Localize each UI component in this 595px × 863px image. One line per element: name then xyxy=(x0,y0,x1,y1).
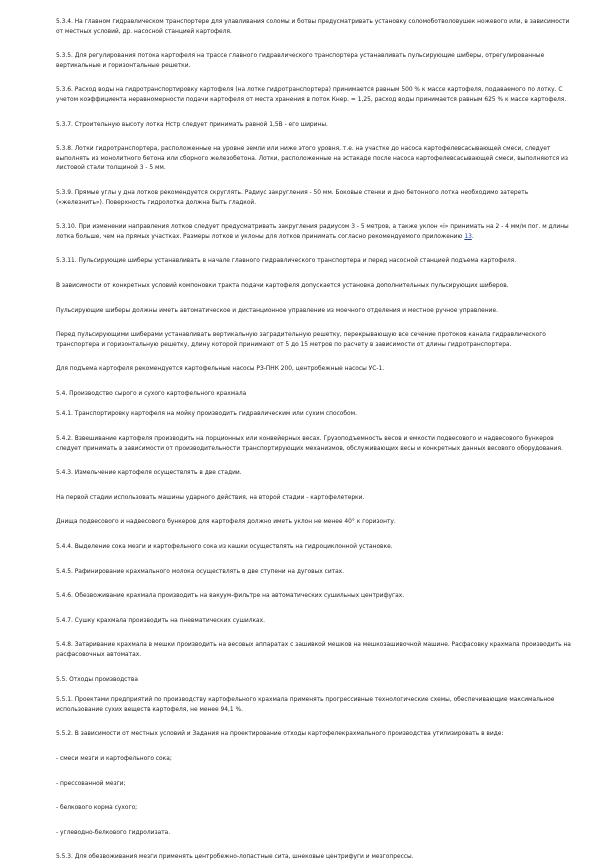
paragraph-5-4-5: 5.4.5. Рафинирование крахмального молока осуществлять в две ступени на дуговых ситах. xyxy=(56,568,345,575)
paragraph-5-5-3: 5.5.3. Для обезвоживания мезги применять центробежно-лопастные сита, шнековые центрифуги и мезгопрессы. xyxy=(56,854,414,861)
appendix-link[interactable]: 13 xyxy=(464,233,472,240)
paragraph-5-3-5: 5.3.5. Для регулирования потока картофеля на трассе главного гидравлического транспортера устанавливать пульсирующие шиберы, отрегулированные вертикальные и горизонтальные решетки. xyxy=(56,53,545,69)
paragraph-grates: Перед пульсирующими шиберами устанавливать вертикальную заградительную решетку, перекрывающую все сечение протоков канала гидравлического транспортера и горизонтальную решетку, длину которой принимают от 5 до 15 метров по расчету в зависимости от длины гидротранспортера. xyxy=(56,332,546,348)
paragraph-5-3-6: 5.3.6. Расход воды на гидротранспортировку картофеля (на лотке гидротранспортера) принимается равным 500 % к массе картофеля, подаваемого по лотку. С учетом коэффициента неравномерности подачи картофеля от места хранения в поток Кнер. = 1,25, расход воды принимается равным 625 % к массе картофеля. xyxy=(56,87,567,103)
paragraph-5-3-9: 5.3.9. Прямые углы у дна лотков рекомендуется скруглять. Радиус закругления - 50 мм. Боковые стенки и дно бетонного лотка необходимо затереть («железнить»). Поверхность гидролотка должна быть гладкой. xyxy=(56,189,529,206)
list-item-hydrolysate: - углеводно-белкового гидролизата. xyxy=(56,829,171,836)
paragraph-5-5-1: 5.5.1. Проектами предприятий по производству картофельного крахмала применять прогрессивные технологические схемы, обеспечивающие максимальное использование сухих веществ картофеля, не менее 94,1 %. xyxy=(56,697,555,713)
paragraph-5-3-10-text: 5.3.10. При изменении направления лотков следует предусматривать закругления радиусом 3 - 5 метров, а также уклон «i» принимать на 2 - 4 мм/м пог. м длины лотка больше, чем на прямых участках. Размеры лотков и уклоны для лотков принимать согласно рекомендуемого приложению xyxy=(56,224,569,240)
paragraph-5-5-2: 5.5.2. В зависимости от местных условий и Задания на проектирование отходы картофелекрахмального производства утилизировать в виде: xyxy=(56,731,504,738)
list-item-mezga-sok: - смеси мезги и картофельного сока; xyxy=(56,755,172,762)
paragraph-shibers-control: Пульсирующие шиберы должны иметь автоматическое и дистанционное управление из моечного отделения и местное ручное управление. xyxy=(56,307,498,314)
paragraph-shibers-extra: В зависимости от конкретных условий компоновки тракта подачи картофеля допускается установка дополнительных пульсирующих шиберов. xyxy=(56,282,509,289)
list-item-protein-feed: - белкового корма сухого; xyxy=(56,805,138,812)
paragraph-5-4-6: 5.4.6. Обезвоживание крахмала производить на вакуум-фильтре на автоматических сушильных центрифугах. xyxy=(56,593,405,600)
list-item-pressed-mezga: - прессованной мезги; xyxy=(56,780,126,787)
paragraph-5-3-8: 5.3.8. Лотки гидротранспортера, расположенные на уровне земли или ниже этого уровня, т.е. на участке до насоса картофелевсасывающей смеси, следует выполнять из монолитного бетона или сборного железобетона. Лотки, расположенные на эстакаде после насоса картофелевсасывающей смеси, выполняются из листовой стали толщиной 3 - 5 мм. xyxy=(56,146,568,172)
paragraph-pumps: Для подъема картофеля рекомендуется картофельные насосы РЗ-ПНК 200, центробежные насосы УС-1. xyxy=(56,366,385,373)
paragraph-5-3-11: 5.3.11. Пульсирующие шиберы устанавливать в начале главного гидравлического транспортера и перед насосной станцией подъема картофеля. xyxy=(56,258,517,265)
paragraph-5-4-4: 5.4.4. Выделение сока мезги и картофельного сока из кашки осуществлять на гидроциклонной установке. xyxy=(56,544,393,551)
paragraph-5-4-2: 5.4.2. Взвешивание картофеля производить на порционных или конвейерных весах. Грузоподъемность весов и емкости подвесового и надвесового бункеров следует принимать в зависимости от производительности транспортирующих механизмов, обслуживающих весы и конкретных данных весового оборудования. xyxy=(56,436,563,452)
paragraph-5-3-7: 5.3.7. Строительную высоту лотка Нстр следует принимать равной 1,5B - его ширины. xyxy=(56,121,328,128)
paragraph-stages: На первой стадии использовать машины ударного действия, на второй стадии - картофелетерки. xyxy=(56,494,365,501)
paragraph-5-3-10 xyxy=(56,223,573,242)
paragraph-5-4-8: 5.4.8. Затаривание крахмала в мешки производить на весовых аппаратах с зашивкой мешков на мешкозашивочной машине. Расфасовку крахмала производить на расфасовочных автоматах. xyxy=(56,642,571,658)
paragraph-bunkers: Днища подвесового и надвесового бункеров для картофеля должно иметь уклон не менее 40° к горизонту. xyxy=(56,519,396,526)
paragraph-5-4-1: 5.4.1. Транспортировку картофеля на мойку производить гидравлическим или сухим способом. xyxy=(56,411,357,418)
section-heading-5-5: 5.5. Отходы производства xyxy=(56,676,138,683)
paragraph-5-4-7: 5.4.7. Сушку крахмала производить на пневматических сушилках. xyxy=(56,617,266,624)
paragraph-5-4-3: 5.4.3. Измельчение картофеля осуществлять в две стадии. xyxy=(56,470,242,477)
section-heading-5-4: 5.4. Производство сырого и сухого картофельного крахмала xyxy=(56,390,247,397)
paragraph-5-3-4: 5.3.4. На главном гидравлическом транспортере для улавливания соломы и ботвы предусматривать установку соломоботволовушек ножевого или, в зависимости от местных условий, др. насосной станцией картофеля. xyxy=(56,19,570,35)
paragraph-5-3-10-end: . xyxy=(471,233,474,240)
